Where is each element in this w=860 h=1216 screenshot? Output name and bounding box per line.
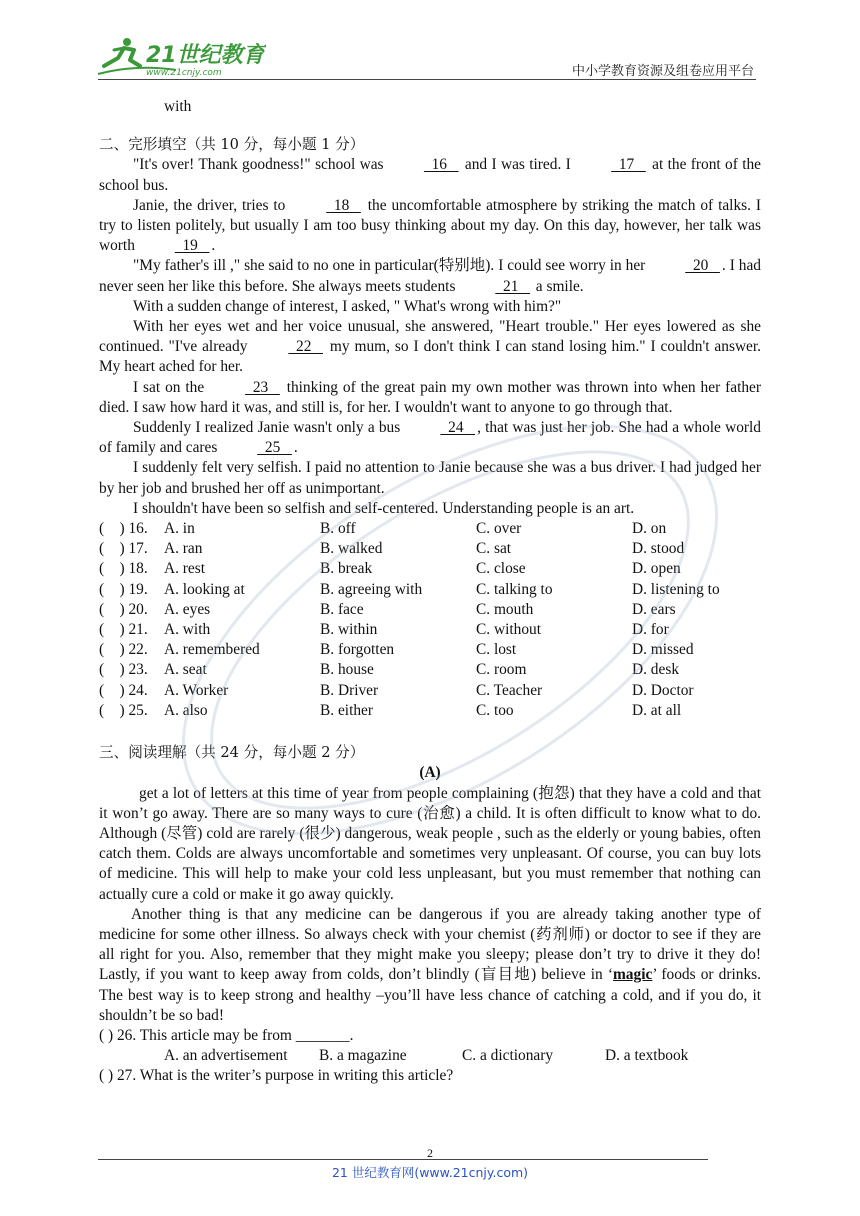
section-2-heading: 二、完形填空（共 10 分，每小题 1 分） <box>99 136 365 154</box>
cloze-text: thinking of the great pain my own mother was thrown into when her father died. I saw how hard it was, and still is, for her. I wouldn't want to anyone to go through that. <box>99 378 762 416</box>
footer-site-link[interactable]: 21 世纪教育网(www.21cnjy.com) <box>331 1165 529 1180</box>
cloze-options <box>99 519 761 721</box>
q26-option-d: D. a textbook <box>605 1047 689 1065</box>
option-d: D. at all <box>632 701 682 719</box>
option-a: A. Worker <box>164 681 229 699</box>
footer-divider <box>98 1159 708 1160</box>
reading-paragraph-1: get a lot of letters at this time of year from people complaining (抱怨) that they have a cold and that it won’t go away. There are so many ways to cure (治愈) a child. It is often difficult to know what to do. Although (尽管) cold are rarely (很少) dangerous, weak people , such as the elderly or young babies, often catch them. Colds are always uncomfortable and sometimes very unpleasant. Of course, you can buy lots of medicine. This will help to make your cold less unpleasant, but you must remember that nothing can actually cure a cold or make it go away quickly. <box>99 784 761 903</box>
option-c: C. mouth <box>476 600 534 618</box>
cloze-text: With a sudden change of interest, I asked, " What's wrong with him?" <box>133 297 562 315</box>
option-b: B. off <box>320 520 356 538</box>
magic-word: magic <box>612 966 653 984</box>
cloze-text: the uncomfortable atmosphere by striking the match of talks. I try to listen politely, but usually I am too busy thinking about my day. On this day, however, her talk was worth <box>99 196 762 255</box>
option-b: B. walked <box>320 540 383 558</box>
option-row <box>99 701 761 721</box>
option-number: ( ) 19. <box>99 580 148 598</box>
option-b: B. either <box>320 701 373 719</box>
cloze-blank-19: 19 <box>174 237 210 255</box>
cloze-paragraph <box>99 317 761 378</box>
option-a: A. ran <box>164 540 203 558</box>
cloze-paragraph <box>99 378 761 418</box>
site-logo <box>96 36 266 80</box>
cloze-text: . I had never seen her like this before. She always meets students <box>99 257 762 295</box>
option-d: D. on <box>632 520 667 538</box>
cloze-blank-23: 23 <box>245 378 280 396</box>
cloze-text: . <box>293 439 298 457</box>
option-a: A. also <box>164 701 208 719</box>
cloze-blank-18: 18 <box>326 196 361 214</box>
option-a: A. rest <box>164 560 206 578</box>
option-d: D. missed <box>632 641 694 659</box>
option-number: ( ) 16. <box>99 520 148 538</box>
cloze-blank-17: 17 <box>611 156 646 174</box>
cloze-paragraph <box>99 256 761 296</box>
cloze-text: , that was just her job. She had a whole world of family and cares <box>99 419 761 457</box>
option-a: A. with <box>164 621 211 639</box>
option-number: ( ) 22. <box>99 641 148 659</box>
option-d: D. stood <box>632 540 685 558</box>
option-c: C. talking to <box>476 580 553 598</box>
option-c: C. room <box>476 661 527 679</box>
option-d: D. ears <box>632 600 676 618</box>
option-a: A. seat <box>164 661 207 679</box>
question-26: ( ) 26. This article may be from _______. <box>99 1026 354 1044</box>
page-number: 2 <box>427 1146 433 1160</box>
cloze-text: and I was tired. I <box>460 156 576 174</box>
option-number: ( ) 20. <box>99 600 148 618</box>
header-divider <box>98 79 756 80</box>
option-b: B. face <box>320 600 364 618</box>
cloze-text: at the front of the school bus. <box>99 156 762 194</box>
option-d: D. for <box>632 621 669 639</box>
option-c: C. without <box>476 621 541 639</box>
q26-option-a: A. an advertisement <box>164 1047 288 1065</box>
cloze-paragraph <box>99 297 761 317</box>
question-27: ( ) 27. What is the writer’s purpose in writing this article? <box>99 1067 454 1085</box>
option-c: C. close <box>476 560 526 578</box>
option-b: B. Driver <box>320 681 379 699</box>
option-c: C. Teacher <box>476 681 543 699</box>
cloze-blank-16: 16 <box>423 156 459 174</box>
option-row <box>99 580 761 600</box>
option-row <box>99 681 761 701</box>
cloze-blank-24: 24 <box>440 419 476 437</box>
cloze-text: With her eyes wet and her voice unusual, she answered, "Heart trouble." Her eyes lowered as she continued. "I've already <box>99 318 761 356</box>
option-a: A. in <box>164 520 195 538</box>
cloze-blank-25: 25 <box>257 439 292 457</box>
option-number: ( ) 21. <box>99 621 148 639</box>
option-a: A. looking at <box>164 580 245 598</box>
cloze-text: "It's over! Thank goodness!" school was <box>133 156 388 174</box>
option-a: A. remembered <box>164 641 260 659</box>
svg-text:21世纪教育: 21世纪教育 <box>146 43 265 68</box>
cloze-paragraph <box>99 458 761 498</box>
page-content <box>99 97 761 1087</box>
option-d: D. open <box>632 560 681 578</box>
option-row <box>99 640 761 660</box>
cloze-text: Suddenly I realized Janie wasn't only a bus <box>133 419 405 437</box>
svg-text:www.21cnjy.com: www.21cnjy.com <box>146 68 222 78</box>
option-number: ( ) 17. <box>99 540 148 558</box>
cloze-text: . <box>211 237 216 255</box>
option-b: B. within <box>320 621 378 639</box>
section-3-heading: 三、阅读理解（共 24 分，每小题 2 分） <box>99 744 365 762</box>
cloze-text: I sat on the <box>133 378 210 396</box>
cloze-text: I shouldn't have been so selfish and self-centered. Understanding people is an art. <box>133 499 635 517</box>
header-platform-text: 中小学教育资源及组卷应用平台 <box>571 64 754 79</box>
cloze-passage <box>99 155 761 519</box>
option-c: C. lost <box>476 641 517 659</box>
cloze-blank-20: 20 <box>685 257 720 275</box>
option-d: D. Doctor <box>632 681 694 699</box>
reading-paragraph-2: Another thing is that any medicine can be dangerous if you are already taking another type of medicine for some other illness. So always check with your chemist (药剂师) or doctor to see if they are all right for you. Also, remember that they might make you sleepy; please don’t try to drive it they do! Lastly, if you want to keep away from colds, don’t blindly (盲目地) believe in ‘magic’ foods or drinks. The best way is to keep strong and healthy –you’ll have less chance of catching a cold, and if you do, it shouldn’t be so bad! <box>99 905 761 1024</box>
option-number: ( ) 25. <box>99 701 148 719</box>
option-row <box>99 660 761 680</box>
cloze-text: "My father's ill ," she said to no one in particular(特别地). I could see worry in her <box>133 257 650 275</box>
option-row <box>99 539 761 559</box>
option-d: D. listening to <box>632 580 720 598</box>
part-label: (A) <box>419 764 441 782</box>
option-number: ( ) 23. <box>99 661 148 679</box>
option-row <box>99 620 761 640</box>
option-d: D. desk <box>632 661 680 679</box>
option-c: C. too <box>476 701 514 719</box>
option-b: B. house <box>320 661 374 679</box>
cloze-text: Janie, the driver, tries to <box>133 196 291 214</box>
option-row <box>99 519 761 539</box>
cloze-text: I suddenly felt very selfish. I paid no attention to Janie because she was a bus driver. I had judged her by her job and brushed her off as unimportant. <box>99 459 761 497</box>
q26-option-b: B. a magazine <box>319 1047 407 1065</box>
option-number: ( ) 24. <box>99 681 148 699</box>
option-b: B. forgotten <box>320 641 395 659</box>
option-row <box>99 559 761 579</box>
option-c: C. over <box>476 520 522 538</box>
cloze-text: my mum, so I don't think I can stand losing him." I couldn't answer. My heart ached for her. <box>99 338 762 376</box>
cloze-blank-21: 21 <box>495 277 530 295</box>
cloze-paragraph <box>99 196 761 257</box>
option-b: B. agreeing with <box>320 580 423 598</box>
option-row <box>99 600 761 620</box>
option-c: C. sat <box>476 540 512 558</box>
cloze-paragraph <box>99 155 761 195</box>
carryover-text: with <box>164 98 192 115</box>
cloze-paragraph <box>99 418 761 458</box>
option-a: A. eyes <box>164 600 211 618</box>
option-b: B. break <box>320 560 373 578</box>
cloze-paragraph <box>99 499 761 519</box>
cloze-text: a smile. <box>531 277 584 295</box>
question-26-options <box>99 1046 761 1066</box>
cloze-blank-22: 22 <box>288 338 323 356</box>
option-number: ( ) 18. <box>99 560 148 578</box>
q26-option-c: C. a dictionary <box>462 1047 554 1065</box>
